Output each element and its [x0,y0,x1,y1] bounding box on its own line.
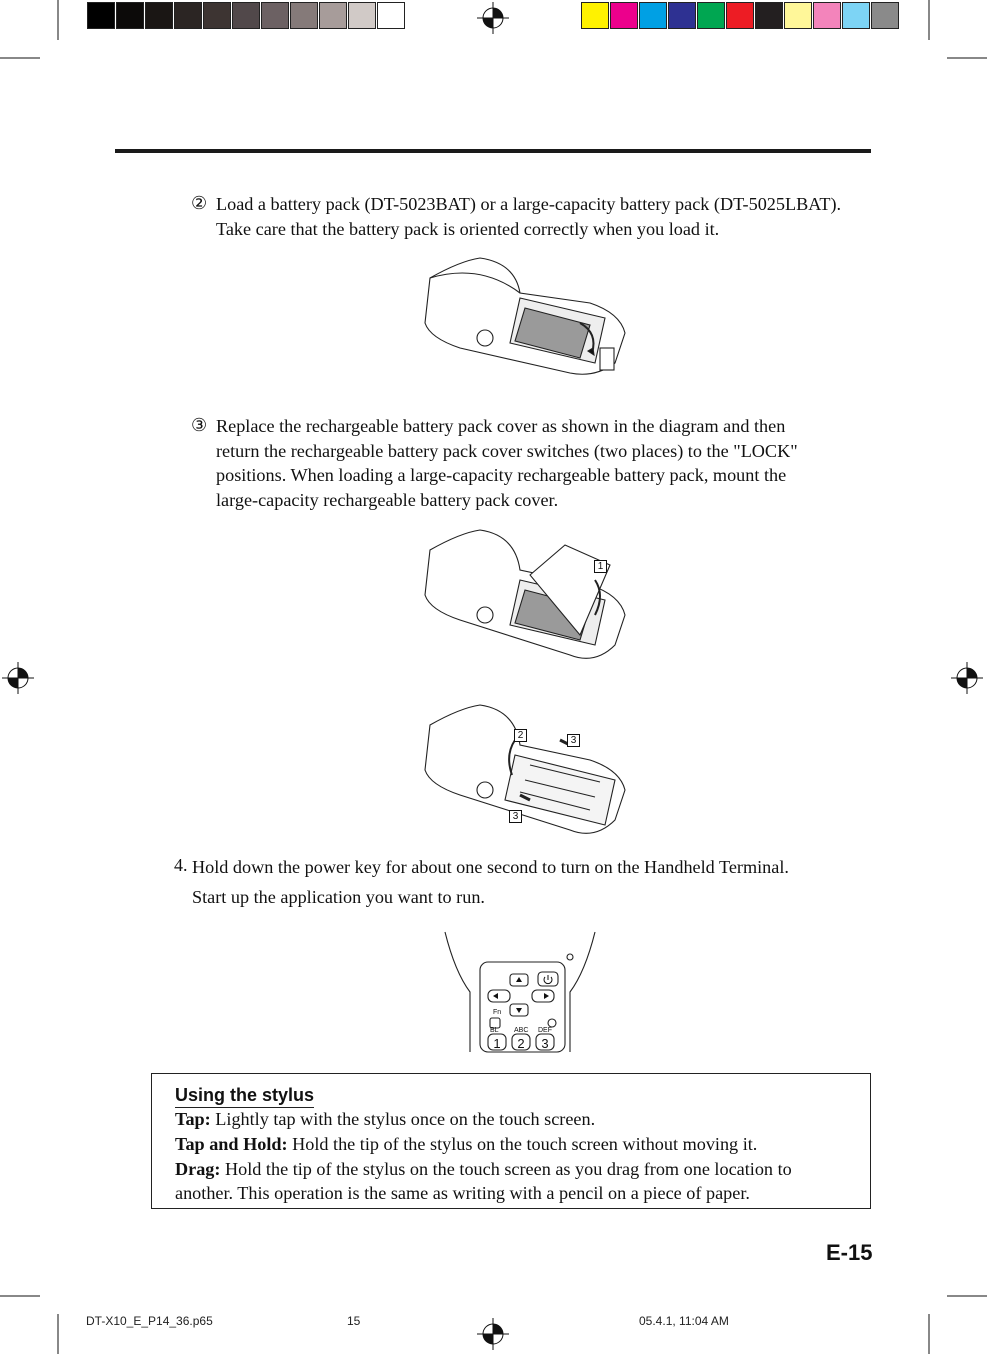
key-3-label: 3 [541,1036,549,1051]
tap-description [175,1109,595,1130]
callout-3-bottom: 3 [509,810,522,823]
step3-line: Replace the rechargeable battery pack cover as shown in the diagram and then [216,416,786,436]
step2-line: Take care that the battery pack is oriented correctly when you load it. [216,218,720,239]
footer-page: 15 [347,1314,361,1328]
tap-hold-label: Tap and Hold: [175,1134,288,1154]
key-bl-label: BL [490,1027,499,1034]
tap-label: Tap: [175,1109,211,1129]
key-def-label: DEF [538,1027,552,1034]
page-number: E-15 [826,1240,873,1265]
callout-1: 1 [594,560,607,573]
drag-text: Hold the tip of the stylus on the touch screen as you drag from one location to [220,1159,792,1179]
tap-hold-text: Hold the tip of the stylus on the touch screen without moving it. [287,1134,758,1154]
step2-text [216,192,841,241]
stylus-box-title: Using the stylus [175,1085,314,1108]
footer-timestamp: 05.4.1, 11:04 AM [639,1314,729,1328]
header-rule [115,149,871,153]
key-fn-label: Fn [493,1009,502,1016]
tap-hold-description [175,1134,757,1155]
key-1-label: 1 [493,1036,501,1051]
drag-description-cont: another. This operation is the same as writing with a pencil on a piece of paper. [175,1183,750,1203]
registration-mark-right [947,658,987,698]
step2-marker: ② [191,193,208,213]
battery-load-illustration [420,253,630,383]
step4-line2: Start up the application you want to run. [192,887,485,907]
step3-line: return the rechargeable battery pack cover switches (two places) to the "LOCK" [216,440,798,461]
drag-description [175,1159,792,1180]
registration-mark-bottom [473,1314,513,1354]
key-2-label: 2 [517,1036,525,1051]
registration-mark-left [0,658,40,698]
key-abc-label: ABC [514,1027,529,1034]
step3-line: large-capacity rechargeable battery pack cover. [216,489,559,510]
step3-text [216,414,798,512]
callout-3-top: 3 [567,734,580,747]
registration-mark-top [473,0,513,40]
footer-filename: DT-X10_E_P14_36.p65 [86,1314,213,1328]
step2-line: Load a battery pack (DT-5023BAT) or a large-capacity battery pack (DT-5025LBAT). [216,194,842,214]
step3-line: positions. When loading a large-capacity rechargeable battery pack, mount the [216,465,787,485]
cover-lock-illustration [420,700,630,845]
keypad-illustration [440,932,600,1052]
tap-text: Lightly tap with the stylus once on the touch screen. [210,1109,596,1129]
drag-label: Drag: [175,1159,221,1179]
callout-2: 2 [514,729,527,742]
cover-replace-illustration [420,525,630,675]
step3-marker: ③ [191,415,208,435]
step4-line1: Hold down the power key for about one second to turn on the Handheld Terminal. [192,857,789,877]
step4-number: 4. [174,855,188,875]
